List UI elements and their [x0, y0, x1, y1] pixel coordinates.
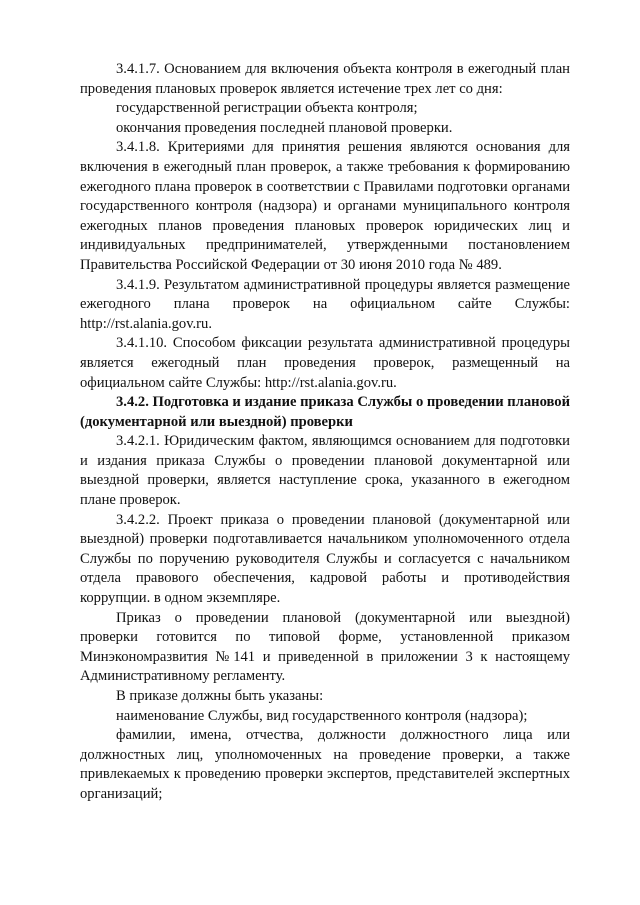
paragraph-service-name: наименование Службы, вид государственного контроля (надзора); — [116, 707, 528, 724]
paragraph-officials-names: фамилии, имена, отчества, должности должностного лица или должностных лиц, уполномоченных на проведение проверки, а также привлекаемых к проведению проверки экспертов, представителей экспертных организаций; — [80, 727, 570, 802]
paragraph-3-4-1-10: 3.4.1.10. Способом фиксации результата административной процедуры является ежегодный план проведения проверок, размещенный на официальном сайте Службы: http://rst.alania.gov.ru. — [80, 335, 570, 391]
paragraph-3-4-1-7: 3.4.1.7. Основанием для включения объекта контроля в ежегодный план проведения плановых проверок является истечение трех лет со дня: — [80, 61, 570, 97]
section-heading-3-4-2: 3.4.2. Подготовка и издание приказа Службы о проведении плановой (документарной или выездной) проверки — [80, 394, 570, 430]
paragraph-3-4-1-9: 3.4.1.9. Результатом административной процедуры является размещение ежегодного плана проверок на официальном сайте Службы: http://rst.alania.gov.ru. — [80, 276, 570, 332]
paragraph-3-4-2-1: 3.4.2.1. Юридическим фактом, являющимся основанием для подготовки и издания приказа Службы о проведении плановой документарной или выездной проверки, является наступление срока, указанного в ежегодном плане проверок. — [80, 433, 570, 509]
paragraph-order-form: Приказ о проведении плановой (документарной или выездной) проверки готовится по типовой форме, установленной приказом Минэкономразвития №141 и приведенной в приложении 3 к настоящему Административному регламенту. — [80, 609, 570, 685]
paragraph-3-4-1-8: 3.4.1.8. Критериями для принятия решения являются основания для включения в ежегодный план проверок, а также требования к формированию ежегодного плана проверок в соответствии с Правилами подготовки органами государственного контроля (надзора) и органами муниципального контроля ежегодных планов проведения плановых проверок юридических лиц и индивидуальных предпринимателей, утвержденными постановлением Правительства Российской Федерации от 30 июня 2010 года № 489. — [80, 139, 570, 273]
document-page — [80, 60, 570, 805]
paragraph-state-registration: государственной регистрации объекта контроля; — [116, 100, 418, 117]
paragraph-order-contents-intro: В приказе должны быть указаны: — [116, 688, 324, 704]
paragraph-3-4-2-2: 3.4.2.2. Проект приказа о проведении плановой (документарной или выездной) проверки подготавливается начальником уполномоченного отдела Службы по поручению руководителя Службы и согласуется с начальником отдела правового обеспечения, кадровой работы и противодействия коррупции. в одном экземпляре. — [80, 511, 570, 607]
paragraph-last-inspection-end: окончания проведения последней плановой проверки. — [116, 119, 453, 136]
